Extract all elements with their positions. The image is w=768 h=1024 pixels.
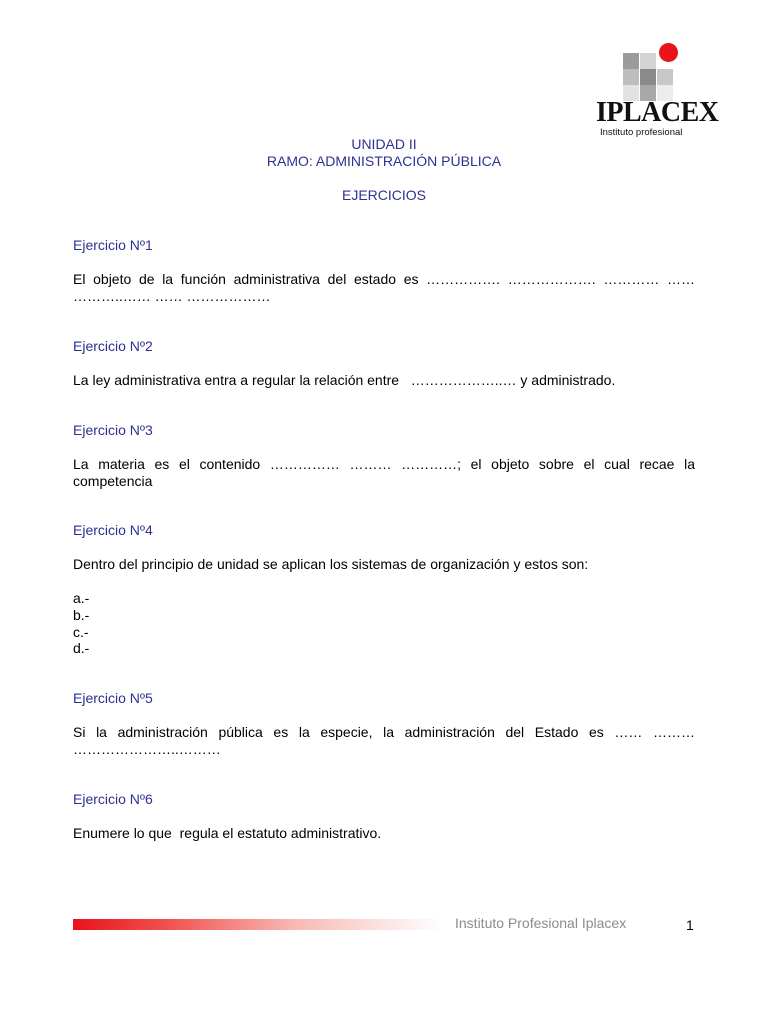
exercise-3-text: La materia es el contenido …………… ……… …………; el objeto sobre el cual recae la competencia [73,456,695,489]
exercise-4-title: Ejercicio Nº4 [73,522,153,538]
exercise-4-text: Dentro del principio de unidad se aplican los sistemas de organización y estos son: [73,556,589,572]
exercise-1-text: El objeto de la función administrativa del estado es ……………. ………………. ………… …… ………..…… …… ……………… [73,271,695,304]
exercise-5-text: Si la administración pública es la especie, la administración del Estado es …… ……… …………………..……… [73,724,695,757]
exercise-1-title: Ejercicio Nº1 [73,237,153,253]
footer-institution: Instituto Profesional Iplacex [455,915,627,931]
logo-tagline: Instituto profesional [600,127,683,138]
logo-square [640,53,656,69]
exercise-5-title: Ejercicio Nº5 [73,690,153,706]
unit-title: UNIDAD II [351,136,417,152]
exercise-6-text: Enumere lo que regula el estatuto administrativo. [73,825,382,841]
exercise-3-title: Ejercicio Nº3 [73,422,153,438]
iplacex-logo [596,40,719,140]
course-title: RAMO: ADMINISTRACIÓN PÚBLICA [266,153,502,169]
exercise-4-option-d: d.- [73,640,90,656]
logo-square [623,69,639,85]
footer-gradient-bar [73,919,443,930]
section-title: EJERCICIOS [341,187,426,203]
page-number: 1 [686,917,694,933]
exercise-2-title: Ejercicio Nº2 [73,338,153,354]
exercise-4-option-b: b.- [73,607,90,623]
logo-square [640,69,656,85]
logo-square [657,69,673,85]
exercise-4-option-a: a.- [73,590,90,606]
logo-wordmark: IPLACEX [596,97,719,128]
logo-red-dot [659,43,678,62]
exercise-2-text: La ley administrativa entra a regular la relación entre ………………..… y administrado. [73,372,616,388]
logo-square [623,53,639,69]
exercise-4-option-c: c.- [73,624,89,640]
exercise-6-title: Ejercicio Nº6 [73,791,153,807]
